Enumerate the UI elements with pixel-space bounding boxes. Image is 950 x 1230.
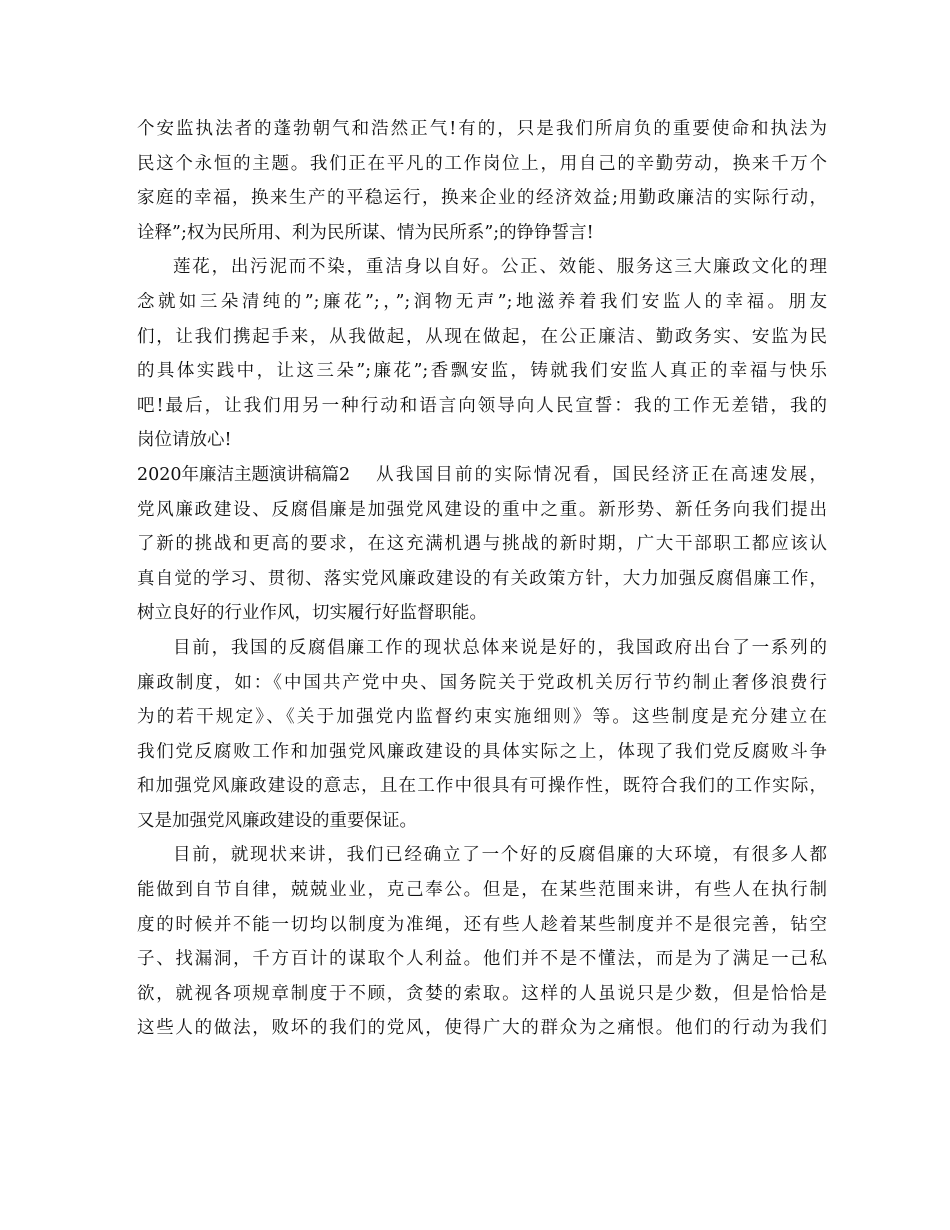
text-line-content: 真自觉的学习、贯彻、落实党风廉政建设的有关政策方针，大力加强反腐倡廉工作， xyxy=(137,568,827,589)
text-line xyxy=(137,285,827,320)
text-line xyxy=(137,942,827,977)
text-line xyxy=(137,354,827,389)
text-line xyxy=(137,147,827,182)
text-line xyxy=(137,562,827,597)
paragraph-1 xyxy=(137,112,827,250)
text-line-content: 们，让我们携起手来，从我做起，从现在做起，在公正廉洁、勤政务实、安监为民 xyxy=(137,326,827,347)
paragraph-4 xyxy=(137,631,827,839)
text-line-content: 目前，就现状来讲，我们已经确立了一个好的反腐倡廉的大环境，有很多人都 xyxy=(173,845,827,866)
text-line-content: 又是加强党风廉政建设的重要保证。 xyxy=(137,810,417,831)
text-line-content: 的具体实践中，让这三朵”;廉花”;香飘安监，铸就我们安监人真正的幸福与快乐 xyxy=(137,361,827,382)
text-line-content: 个安监执法者的蓬勃朝气和浩然正气!有的，只是我们所肩负的重要使命和执法为 xyxy=(137,119,827,139)
text-line-content: 党风廉政建设、反腐倡廉是加强党风建设的重中之重。新形势、新任务向我们提出 xyxy=(137,499,827,520)
paragraph-3 xyxy=(137,493,827,631)
text-line-content: 莲花，出污泥而不染，重洁身以自好。公正、效能、服务这三大廉政文化的理 xyxy=(173,257,827,278)
text-line xyxy=(137,112,827,147)
text-line xyxy=(137,493,827,528)
text-line-content: 这些人的做法，败坏的我们的党风，使得广大的群众为之痛恨。他们的行动为我们 xyxy=(137,1018,827,1039)
text-line xyxy=(137,1011,827,1046)
document-body xyxy=(137,112,827,1046)
text-line xyxy=(137,666,827,701)
text-line-content: 度的时候并不能一切均以制度为准绳，还有些人趁着某些制度并不是很完善，钻空 xyxy=(137,914,827,935)
text-line xyxy=(137,181,827,216)
text-line xyxy=(137,320,827,355)
text-line xyxy=(137,873,827,908)
text-line xyxy=(137,908,827,943)
paragraph-2 xyxy=(137,250,827,458)
text-line-content: 岗位请放心! xyxy=(137,430,232,451)
text-line xyxy=(137,804,827,839)
text-line-content: 廉政制度，如：《中国共产党中央、国务院关于党政机关厉行节约制止奢侈浪费行 xyxy=(137,672,827,693)
text-line xyxy=(137,216,827,251)
text-line xyxy=(137,527,827,562)
paragraph-5 xyxy=(137,838,827,1046)
text-line-content: 子、找漏洞，千方百计的谋取个人利益。他们并不是不懂法，而是为了满足一己私 xyxy=(137,949,827,970)
text-line-content: 目前，我国的反腐倡廉工作的现状总体来说是好的，我国政府出台了一系列的 xyxy=(173,637,827,658)
text-line xyxy=(137,250,827,285)
text-line xyxy=(137,423,827,458)
section-first-line: 从我国目前的实际情况看，国民经济正在高速发展， xyxy=(376,464,827,485)
text-line xyxy=(137,631,827,666)
text-line xyxy=(137,838,827,873)
text-line xyxy=(137,596,827,631)
text-line-content: 树立良好的行业作风，切实履行好监督职能。 xyxy=(137,603,487,624)
text-line-content: 了新的挑战和更高的要求，在这充满机遇与挑战的新时期，广大干部职工都应该认 xyxy=(137,534,827,555)
text-line xyxy=(137,769,827,804)
text-line-content: 民这个永恒的主题。我们正在平凡的工作岗位上，用自己的辛勤劳动，换来千万个 xyxy=(137,153,827,174)
text-line-content: 家庭的幸福，换来生产的平稳运行，换来企业的经济效益;用勤政廉洁的实际行动， xyxy=(137,188,827,209)
text-line xyxy=(137,700,827,735)
section-heading xyxy=(137,458,827,493)
text-line-content: 和加强党风廉政建设的意志，且在工作中很具有可操作性，既符合我们的工作实际， xyxy=(137,776,827,797)
text-line xyxy=(137,735,827,770)
text-line-content: 吧!最后，让我们用另一种行动和语言向领导向人民宣誓：我的工作无差错，我的 xyxy=(137,395,827,416)
text-line-content: 欲，就视各项规章制度于不顾，贪婪的索取。这样的人虽说只是少数，但是恰恰是 xyxy=(137,983,827,1004)
text-line-content: 念就如三朵清纯的”;廉花”;，”;润物无声”;地滋养着我们安监人的幸福。朋友 xyxy=(137,291,827,312)
text-line xyxy=(137,977,827,1012)
text-line-content: 为的若干规定》、《关于加强党内监督约束实施细则》等。这些制度是充分建立在 xyxy=(137,707,827,728)
section-title: 2020年廉洁主题演讲稿篇2 xyxy=(137,464,351,485)
text-line-content: 能做到自节自律，兢兢业业，克己奉公。但是，在某些范围来讲，有些人在执行制 xyxy=(137,880,827,901)
text-line-content: 我们党反腐败工作和加强党风廉政建设的具体实际之上，体现了我们党反腐败斗争 xyxy=(137,741,827,762)
text-line xyxy=(137,389,827,424)
text-line-content: 诠释”;权为民所用、利为民所谋、情为民所系”;的铮铮誓言! xyxy=(137,222,594,243)
